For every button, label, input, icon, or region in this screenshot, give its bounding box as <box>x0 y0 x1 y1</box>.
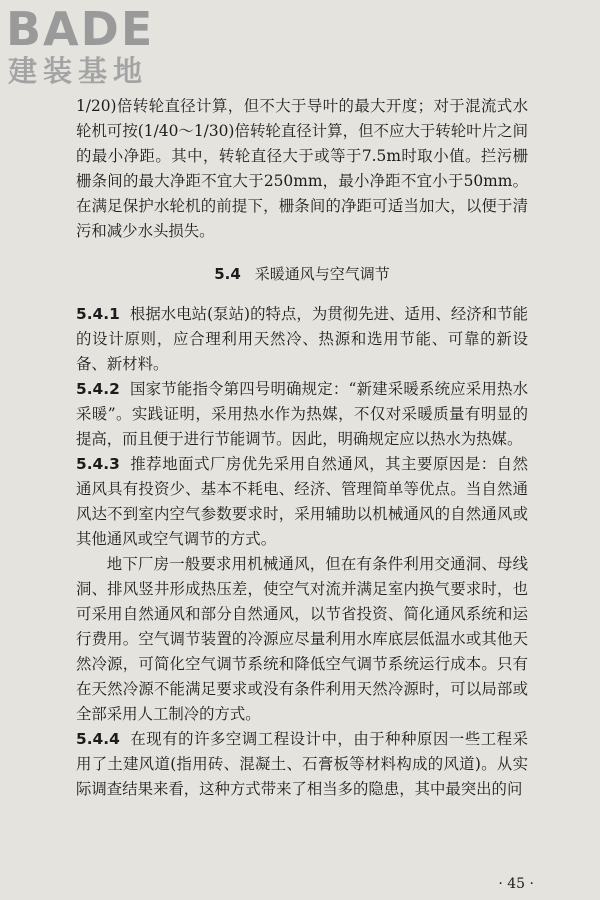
clause-text: 在现有的许多空调工程设计中，由于种种原因一些工程采用了土建风道(指用砖、混凝土、石膏板等材料构成的风道)。从实际调查结果来看，这种方式带来了相当多的隐患，其中最突出的问 <box>76 730 528 798</box>
clause-5-4-2 <box>76 377 528 452</box>
brand-logo-text: BADE <box>6 2 155 56</box>
page-number: · 45 · <box>498 876 534 892</box>
underground-ventilation-paragraph: 地下厂房一般要求用机械通风，但在有条件利用交通洞、母线洞、排风竖井形成热压差，使空气对流并满足室内换气要求时，也可采用自然通风和部分自然通风，以节省投资、简化通风系统和运行费用。空气调节装置的冷源应尽量利用水库底层低温水或其他天然冷源，可简化空气调节系统和降低空气调节系统运行成本。只有在天然冷源不能满足要求或没有条件利用天然冷源时，可以局部或全部采用人工制冷的方式。 <box>76 555 528 723</box>
continued-paragraph: 1/20)倍转轮直径计算，但不大于导叶的最大开度；对于混流式水轮机可按(1/40～1/30)倍转轮直径计算，但不应大于转轮叶片之间的最小净距。其中，转轮直径大于或等于7.5m时取小值。拦污栅栅条间的最大净距不宜大于250mm，最小净距不宜小于50mm。在满足保护水轮机的前提下，栅条间的净距可适当加大，以便于清污和减少水头损失。 <box>76 97 528 240</box>
section-number: 5.4 <box>214 265 241 283</box>
section-title: 采暖通风与空气调节 <box>254 265 390 283</box>
clause-number: 5.4.4 <box>76 730 120 748</box>
brand-tagline: 建装基地 <box>8 54 149 88</box>
brand-watermark <box>6 4 178 90</box>
clause-text: 推荐地面式厂房优先采用自然通风，其主要原因是：自然通风具有投资少、基本不耗电、经济、管理简单等优点。当自然通风达不到室内空气参数要求时，采用辅助以机械通风的自然通风或其他通风或空气调节的方式。 <box>76 455 528 548</box>
section-heading <box>76 262 528 286</box>
clause-5-4-1 <box>76 302 528 377</box>
clause-5-4-3 <box>76 452 528 552</box>
page-body <box>76 94 528 802</box>
clause-number: 5.4.3 <box>76 455 120 473</box>
clause-text: 国家节能指令第四号明确规定：“新建采暖系统应采用热水采暖”。实践证明，采用热水作为热媒，不仅对采暖质量有明显的提高，而且便于进行节能调节。因此，明确规定应以热水为热媒。 <box>76 380 528 448</box>
clause-text: 根据水电站(泵站)的特点，为贯彻先进、适用、经济和节能的设计原则，应合理利用天然冷、热源和选用节能、可靠的新设备、新材料。 <box>76 305 528 373</box>
clause-number: 5.4.1 <box>76 305 120 323</box>
clause-number: 5.4.2 <box>76 380 120 398</box>
clause-5-4-4 <box>76 727 528 802</box>
